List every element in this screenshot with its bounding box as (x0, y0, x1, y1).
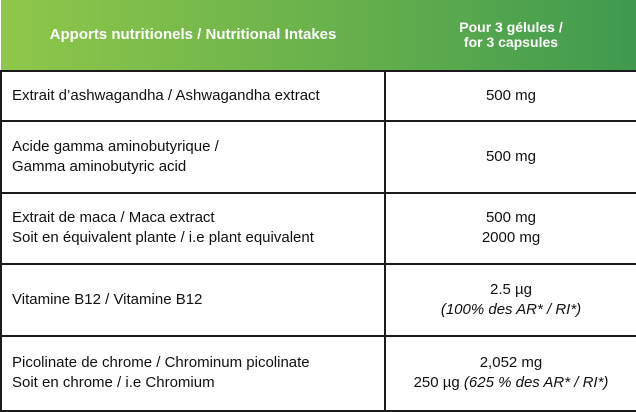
row-value (385, 264, 636, 336)
row-value-line1: 500 mg (485, 147, 537, 165)
row-label (1, 264, 385, 336)
header-per-3-capsules-line1: Pour 3 gélules / (459, 19, 563, 36)
header-nutritional-intakes: Apports nutritionels / Nutritional Intakes (49, 26, 337, 44)
row-value-line1: 2.5 µg (489, 280, 532, 298)
row-label (1, 121, 385, 193)
row-value-line2 (396, 373, 626, 393)
row-value-line1: 500 mg (485, 86, 537, 104)
row-value-line1: 2,052 mg (479, 354, 543, 372)
row-label (1, 193, 385, 265)
row-value (385, 71, 636, 121)
row-label (1, 71, 385, 121)
row-label-line1: Acide gamma aminobutyrique / (12, 137, 219, 155)
table-row-chromium (1, 336, 636, 411)
row-label-line2: Gamma aminobutyric acid (12, 157, 187, 175)
row-value-line2: (100% des AR* / RI*) (440, 301, 582, 319)
table-header-row (1, 0, 636, 71)
row-value-line1: 500 mg (485, 209, 537, 227)
table-row-ashwagandha (1, 71, 636, 121)
header-per-3-capsules (385, 0, 636, 71)
row-label-line2: Soit en équivalent plante / i.e plant equivalent (12, 229, 314, 247)
header-per-3-capsules-line2: for 3 capsules (463, 34, 559, 50)
row-value (385, 193, 636, 265)
row-label (1, 336, 385, 411)
row-label-line1: Picolinate de chrome / Chrominum picolinate (12, 354, 310, 372)
row-label-line1: Vitamine B12 / Vitamine B12 (12, 290, 203, 308)
row-value (385, 121, 636, 193)
row-value-line2-prefix: 250 µg (413, 374, 460, 392)
row-label-line1: Extrait d’ashwagandha / Ashwagandha extract (12, 86, 320, 104)
row-value-line2-italic: (625 % des AR* / RI*) (463, 374, 609, 392)
table-row-maca (1, 193, 636, 265)
row-label-line2: Soit en chrome / i.e Chromium (12, 374, 215, 392)
row-value (385, 336, 636, 411)
row-label-line1: Extrait de maca / Maca extract (12, 209, 215, 227)
table-row-gaba (1, 121, 636, 193)
table-row-b12 (1, 264, 636, 336)
row-value-line2: 2000 mg (481, 229, 541, 247)
